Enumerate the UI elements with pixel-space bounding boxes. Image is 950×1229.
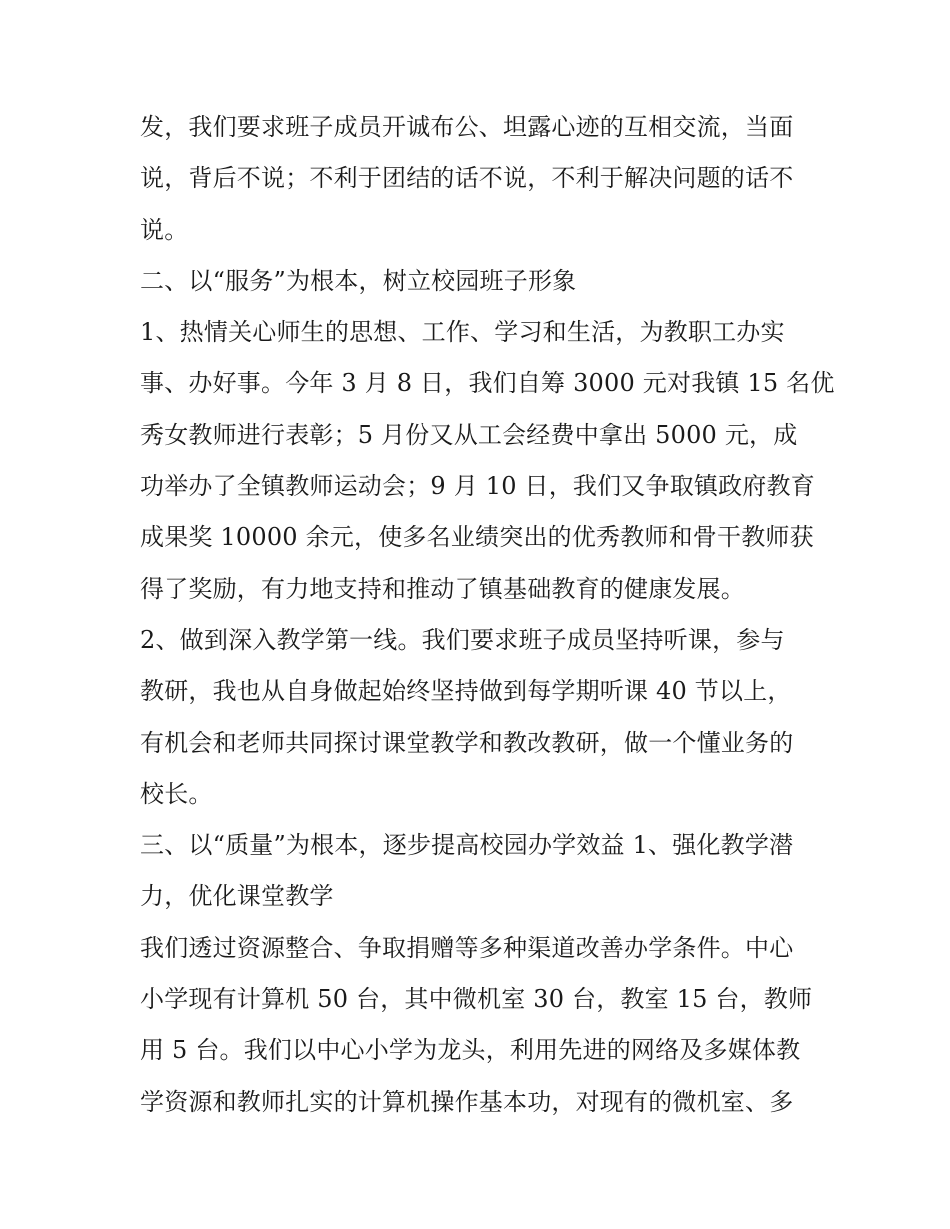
text-line: 用 5 台。我们以中心小学为龙头，利用先进的网络及多媒体教: [140, 1036, 801, 1065]
text-line: 我们透过资源整合、争取捐赠等多种渠道改善办学条件。中心: [140, 933, 794, 962]
text-line: 有机会和老师共同探讨课堂教学和教改教研，做一个懂业务的: [140, 728, 794, 757]
text-line: 说，背后不说；不利于团结的话不说，不利于解决问题的话不: [140, 164, 794, 193]
section-heading: 三、以“质量”为根本，逐步提高校园办学效益 1、强化教学潜: [140, 831, 794, 860]
text-line: 2、做到深入教学第一线。我们要求班子成员坚持听课，参与: [140, 625, 785, 654]
text-line: 功举办了全镇教师运动会；9 月 10 日，我们又争取镇政府教育: [140, 472, 815, 501]
text-line: 秀女教师进行表彰；5 月份又从工会经费中拿出 5000 元，成: [140, 420, 798, 449]
text-line: 力，优化课堂教学: [140, 882, 334, 911]
text-line: 1、热情关心师生的思想、工作、学习和生活，为教职工办实: [140, 318, 785, 347]
text-line: 校长。: [140, 779, 213, 808]
text-line: 成果奖 10000 余元，使多名业绩突出的优秀教师和骨干教师获: [140, 523, 814, 552]
text-line: 学资源和教师扎实的计算机操作基本功，对现有的微机室、多: [140, 1087, 794, 1116]
text-line: 小学现有计算机 50 台，其中微机室 30 台，教室 15 台，教师: [140, 985, 813, 1014]
text-line: 事、办好事。今年 3 月 8 日，我们自筹 3000 元对我镇 15 名优: [140, 369, 835, 398]
document-body: [140, 102, 835, 1128]
text-line: 发，我们要求班子成员开诚布公、坦露心迹的互相交流，当面: [140, 113, 794, 141]
text-line: 得了奖励，有力地支持和推动了镇基础教育的健康发展。: [140, 574, 745, 603]
section-heading: 二、以“服务”为根本，树立校园班子形象: [140, 266, 577, 295]
text-line: 教研，我也从自身做起始终坚持做到每学期听课 40 节以上，: [140, 677, 792, 706]
text-line: 说。: [140, 215, 189, 244]
